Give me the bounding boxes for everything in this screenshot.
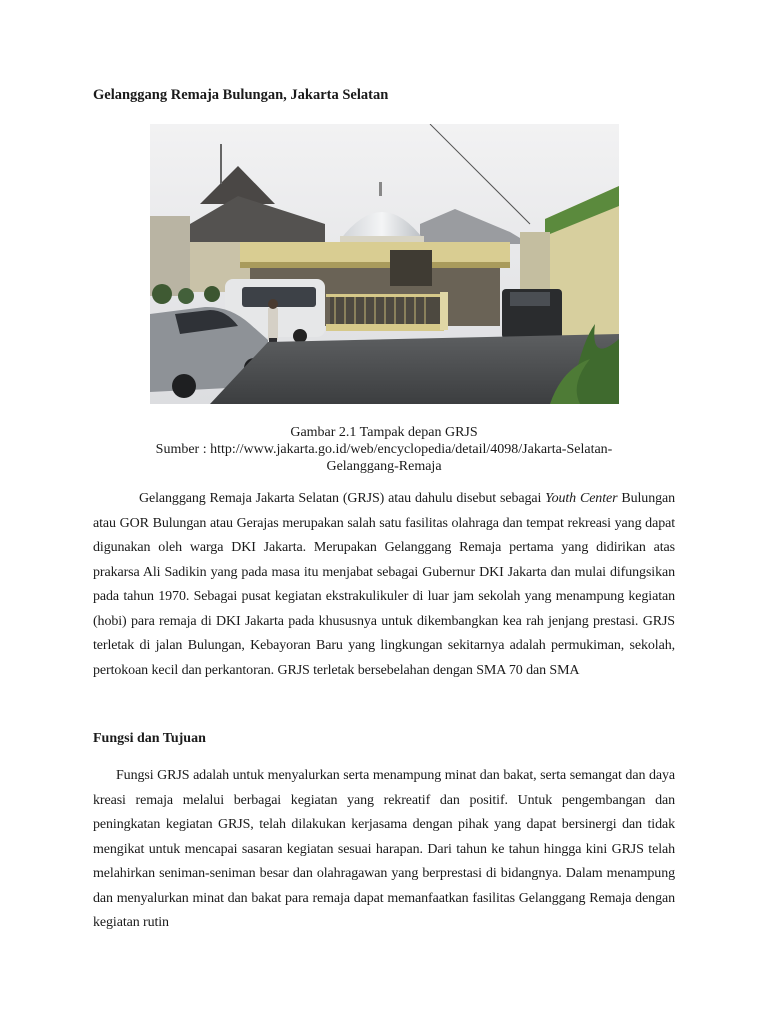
paragraph-function: Fungsi GRJS adalah untuk menyalurkan serta menampung minat dan bakat, serta semangat dan daya kreasi remaja melalui berbagai kegiatan yang rekreatif dan positif. Untuk pengembangan dan peningkatan kegiatan GRJS, telah dilakukan kerjasama dengan pihak yang dapat bersinergi dan tidak mengikat untuk mencapai sasaran kegiatan sesuai harapan. Dari tahun ke tahun hingga kini GRJS telah melahirkan seniman-seniman besar dan olahragawan yang berprestasi di bidangnya. Dalam menampung dan menyalurkan minat dan bakat para remaja dapat memanfaatkan fasilitas Gelanggang Remaja dengan kegiatan rutin [93, 768, 675, 930]
building-photo [150, 124, 619, 404]
caption-source-continued: Gelanggang-Remaja [326, 459, 442, 474]
caption-source: Sumber : http://www.jakarta.go.id/web/encyclopedia/detail/4098/Jakarta-Selatan- [155, 442, 613, 457]
caption-title: Gambar 2.1 Tampak depan GRJS [290, 425, 478, 440]
document-heading: Gelanggang Remaja Bulungan, Jakarta Selatan [93, 87, 389, 103]
italic-term: Youth Center [545, 491, 618, 506]
paragraph-intro [93, 487, 675, 683]
figure-caption [100, 424, 668, 475]
paragraph-intro-start: Gelanggang Remaja Jakarta Selatan (GRJS) atau dahulu disebut sebagai [139, 491, 546, 506]
building-photo-illustration [150, 124, 619, 404]
paragraph-intro-rest: Bulungan atau GOR Bulungan atau Gerajas merupakan salah satu fasilitas olahraga dan tempat rekreasi yang dapat digunakan oleh warga DKI Jakarta. Merupakan Gelanggang Remaja pertama yang didirikan atas prakarsa Ali Sadikin yang pada masa itu menjabat sebagai Gubernur DKI Jakarta dan mulai difungsikan pada tahun 1970. Sebagai pusat kegiatan ekstrakulikuler di luar jam sekolah yang menampung kegiatan (hobi) para remaja di DKI Jakarta pada khususnya untuk dikembangkan kea rah jenjang prestasi. GRJS terletak di jalan Bulungan, Kebayoran Baru yang lingkungan sekitarnya adalah permukiman, sekolah, pertokoan kecil dan perkantoran. GRJS terletak bersebelahan dengan SMA 70 dan SMA [93, 491, 676, 678]
section-heading: Fungsi dan Tujuan [93, 731, 206, 746]
